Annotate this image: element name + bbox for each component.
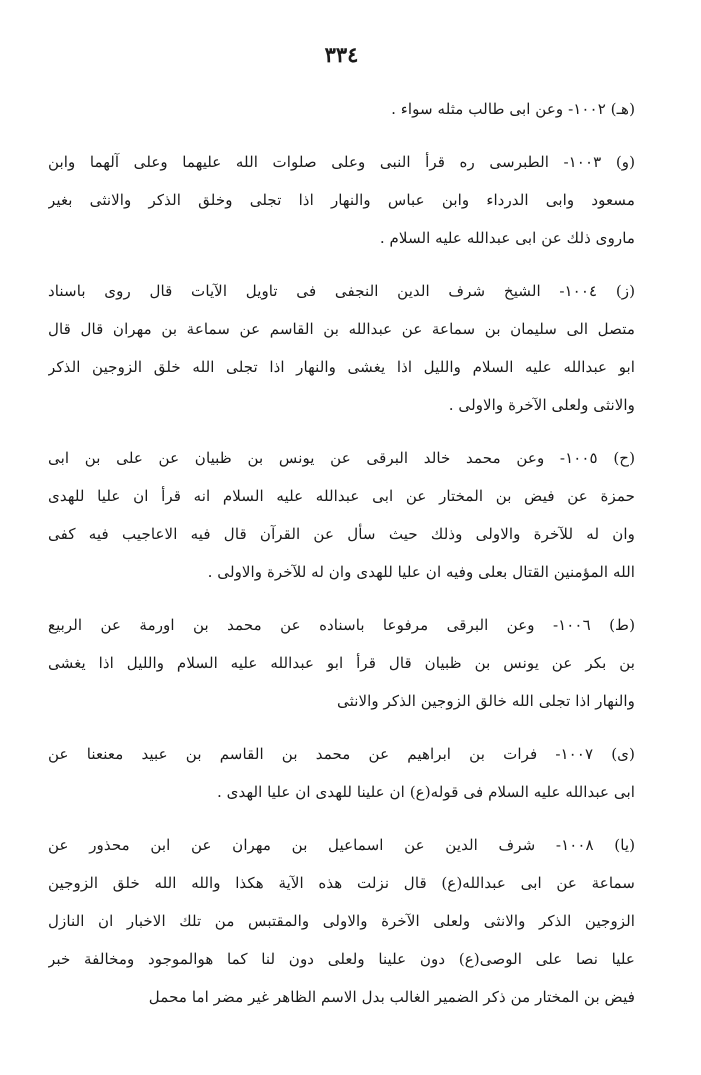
text-line: (هـ) ١٠٠٢- وعن ابى طالب مثله سواء . — [391, 100, 635, 118]
text-line: متصل الى سليمان بن سماعة عن عبدالله بن القاسم عن سماعة بن مهران قال قال — [48, 320, 635, 338]
text-line: (يا) ١٠٠٨- شرف الدين عن اسماعيل بن مهران عن ابن محذور عن — [48, 836, 635, 854]
entry-paragraph — [48, 143, 635, 257]
text-line: فيض بن المختار من ذكر الضمير الغالب بدل الاسم الظاهر غير مضر اما محمل — [148, 988, 635, 1006]
text-line: بن بكر عن يونس بن ظبيان قال قرأ ابو عبدالله عليه السلام والليل اذا يغشى — [48, 654, 635, 672]
page-number: ٣٣٤ — [324, 42, 359, 67]
entries — [48, 90, 635, 1016]
text-line: سماعة عن ابى عبدالله(ع) قال نزلت هذه الآية هكذا والله الله خلق الزوجين — [48, 874, 635, 892]
text-line: مسعود وابى الدرداء وابن عباس والنهار اذا تجلى وخلق الذكر والانثى بغير — [48, 191, 635, 209]
text-line: عليا نصا على الوصى(ع) دون علينا ولعلى دون لنا كما هوالموجود ومخالفة خبر — [48, 950, 635, 968]
entry-paragraph — [48, 272, 635, 424]
text-line: (ز) ١٠٠٤- الشيخ شرف الدين النجفى فى تاويل الآيات قال روى باسناد — [48, 282, 635, 300]
text-line: ماروى ذلك عن ابى عبدالله عليه السلام . — [379, 229, 635, 247]
text-line: (ط) ١٠٠٦- وعن البرقى مرفوعا باسناده عن محمد بن اورمة عن الربيع — [48, 616, 635, 634]
text-line: ابو عبدالله عليه السلام والليل اذا يغشى والنهار اذا تجلى الله خلق الزوجين الذكر — [48, 358, 635, 376]
text-line: الزوجين الذكر والانثى ولعلى الآخرة والاولى والمقتبس من تلك الاخبار ان النازل — [48, 912, 635, 930]
text-line: وان له للآخرة والاولى وذلك حيث سأل عن القرآن قال فيه الاعاجيب فيه كفى — [48, 525, 635, 543]
entry-paragraph — [48, 735, 635, 811]
text-line: (و) ١٠٠٣- الطبرسى ره قرأ النبى وعلى صلوات الله عليهما وعلى آلهما وابن — [48, 153, 635, 171]
text-line: (ى) ١٠٠٧- فرات بن ابراهيم عن محمد بن القاسم بن عبيد معنعنا عن — [48, 745, 635, 763]
entry-paragraph — [48, 90, 635, 128]
text-line: حمزة عن فيض بن المختار عن ابى عبدالله عليه السلام انه قرأ ان عليا للهدى — [48, 487, 635, 505]
text-line: الله المؤمنين القتال بعلى وفيه ان عليا للهدى وان له للآخرة والاولى . — [207, 563, 635, 581]
text-line: ابى عبدالله عليه السلام فى قوله(ع) ان علينا للهدى ان عليا الهدى . — [216, 783, 635, 801]
text-line: (ح) ١٠٠٥- وعن محمد خالد البرقى عن يونس بن ظبيان عن على بن ابى — [48, 449, 635, 467]
entry-paragraph — [48, 439, 635, 591]
text-line: والنهار اذا تجلى الله خالق الزوجين الذكر والانثى — [337, 692, 635, 710]
entry-paragraph — [48, 826, 635, 1016]
entry-paragraph — [48, 606, 635, 720]
text-line: والانثى ولعلى الآخرة والاولى . — [448, 396, 635, 414]
